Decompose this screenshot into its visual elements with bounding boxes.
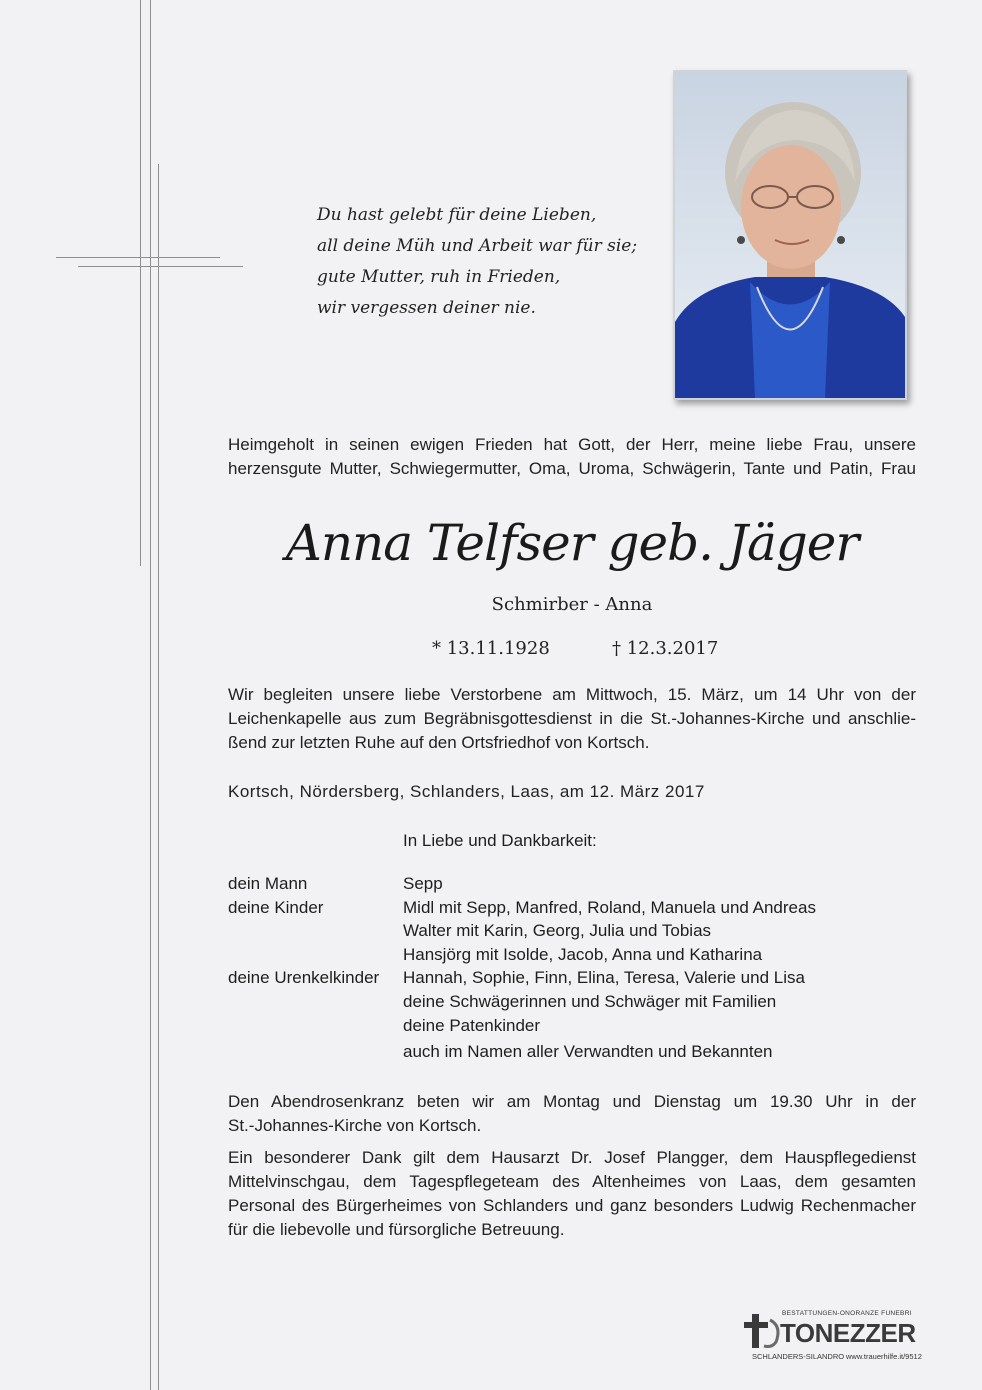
poem-line: all deine Müh und Arbeit war für sie; [317, 236, 638, 256]
family-member: Walter mit Karin, Georg, Julia und Tobias [403, 921, 712, 940]
family-member: auch im Namen aller Verwandten und Bekannten [403, 1042, 773, 1061]
birth-date: * 13.11.1928 [432, 638, 550, 659]
funeral-line: Wir begleiten unsere liebe Verstorbene am Mittwoch, 15. März, um 14 Uhr von der [228, 685, 916, 704]
intro-line: Heimgeholt in seinen ewigen Frieden hat Gott, der Herr, meine liebe Frau, unsere [228, 435, 916, 454]
thanks-line: Personal des Bürgerheimes von Schlanders und ganz besonders Ludwig Rechenmacher [228, 1196, 916, 1215]
rosary-line: Den Abendrosenkranz beten wir am Montag und Dienstag um 19.30 Uhr in der [228, 1092, 916, 1111]
family-member: Midl mit Sepp, Manfred, Roland, Manuela und Andreas [403, 898, 816, 917]
funeral-line: ßend zur letzten Ruhe auf den Ortsfriedhof von Kortsch. [228, 733, 650, 752]
logo-location: SCHLANDERS-SILANDRO [752, 1352, 845, 1361]
intro-text [228, 433, 916, 481]
intro-line: herzensgute Mutter, Schwiegermutter, Oma, Uroma, Schwägerin, Tante und Patin, Frau [228, 459, 916, 478]
family-member: deine Schwägerinnen und Schwäger mit Familien [403, 992, 777, 1011]
family-label: deine Urenkelkinder [228, 968, 380, 987]
family-label: deine Kinder [228, 898, 324, 917]
poem-line: Du hast gelebt für deine Lieben, [317, 205, 597, 225]
deceased-name: Anna Telfser geb. Jäger [285, 514, 859, 572]
logo-brand: TONEZZER [780, 1318, 916, 1348]
thanks-line: für die liebevolle und fürsorgliche Betreuung. [228, 1220, 565, 1239]
portrait-photo [673, 70, 907, 400]
logo-tagline: BESTATTUNGEN-ONORANZE FUNEBRI [782, 1310, 912, 1317]
gratitude-line: In Liebe und Dankbarkeit: [403, 831, 597, 850]
poem-line: wir vergessen deiner nie. [317, 298, 536, 318]
family-label: dein Mann [228, 874, 308, 893]
family-member: Hansjörg mit Isolde, Jacob, Anna und Katharina [403, 945, 763, 964]
funeral-home-logo [742, 1310, 942, 1366]
rosary-text [228, 1090, 916, 1138]
poem [317, 200, 647, 324]
logo-website: www.trauerhilfe.it/9512 [846, 1352, 922, 1361]
rosary-line: St.-Johannes-Kirche von Kortsch. [228, 1116, 482, 1135]
deceased-nickname: Schmirber - Anna [491, 594, 653, 615]
thanks-line: Ein besonderer Dank gilt dem Hausarzt Dr. Josef Plangger, dem Hauspflegedienst [228, 1148, 916, 1167]
thanks-line: Mittelvinschgau, dem Tagespflegeteam des Altenheimes von Laas, dem gesamten [228, 1172, 916, 1191]
poem-line: gute Mutter, ruh in Frieden, [317, 267, 561, 287]
cross-logo-icon [742, 1312, 782, 1352]
family-member: Hannah, Sophie, Finn, Elina, Teresa, Valerie und Lisa [403, 968, 805, 987]
place-date: Kortsch, Nördersberg, Schlanders, Laas, am 12. März 2017 [228, 782, 705, 801]
family-member: deine Patenkinder [403, 1016, 541, 1035]
funeral-line: Leichenkapelle aus zum Begräbnisgottesdienst in die St.-Johannes-Kirche und anschlie- [228, 709, 916, 728]
thanks-text [228, 1146, 916, 1242]
death-date: † 12.3.2017 [612, 638, 719, 659]
family-member: Sepp [403, 874, 443, 893]
funeral-text [228, 683, 916, 755]
portrait-image [675, 72, 905, 398]
